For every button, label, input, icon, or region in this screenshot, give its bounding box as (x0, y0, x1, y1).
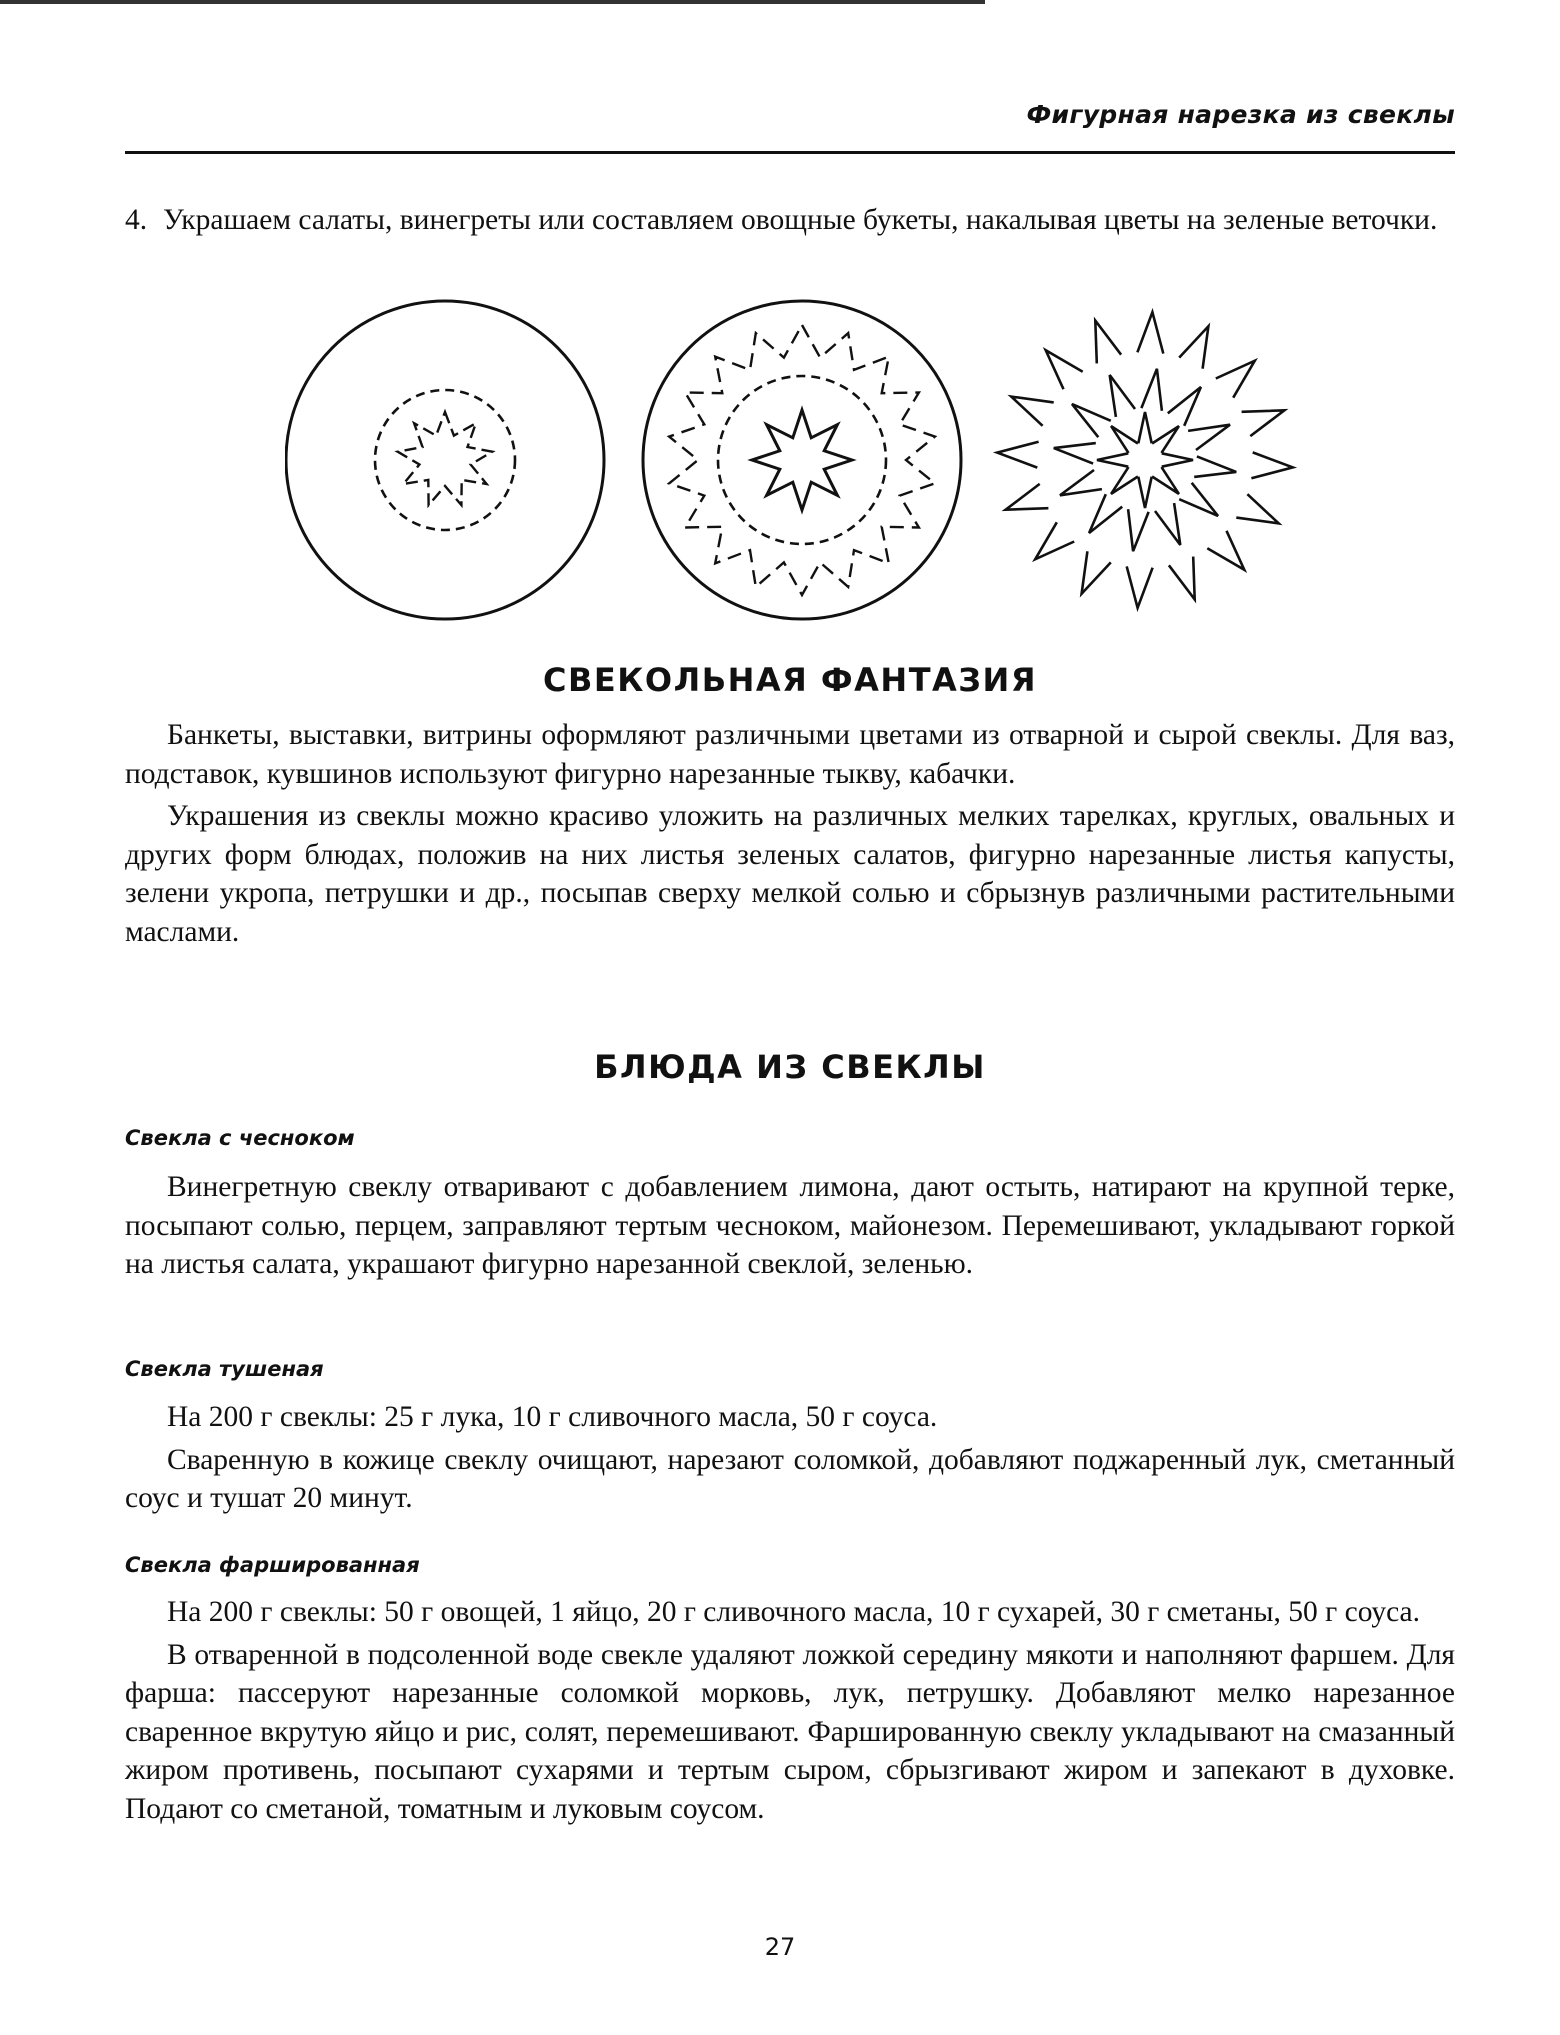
starburst-chevron (1162, 453, 1193, 466)
page-number: 27 (764, 1933, 796, 1961)
starburst-chevron (997, 442, 1038, 468)
starburst-chevron (1152, 467, 1179, 494)
starburst-chevron (1082, 551, 1111, 593)
paragraph: Украшения из свеклы можно красиво уложить на различных мелких тарелках, круглых, овальных и других форм блюдах, положив на них листья зеленых салатов, фигурно нарезанные листья капусты, зелени укропа, петрушки и др., посыпав сверху мелкой солью и сбрызнув различными растительными маслами. (125, 800, 1455, 948)
starburst-chevron (1111, 426, 1138, 453)
recipe-title: Свекла тушеная (125, 1357, 324, 1381)
step-number: 4. (125, 204, 148, 236)
step-4 (125, 201, 1455, 240)
header-rule (125, 151, 1455, 154)
starburst-chevron (1138, 477, 1151, 508)
running-header: Фигурная нарезка из свеклы (1026, 100, 1455, 129)
starburst-chevron (1242, 410, 1285, 436)
figure-starburst (997, 312, 1293, 608)
starburst-chevron (1179, 483, 1218, 516)
recipe-text (125, 1168, 1455, 1284)
starburst-chevron (1060, 470, 1102, 495)
step-text: Украшаем салаты, винегреты или составляем овощные букеты, накалывая цветы на зеленые веточки. (163, 204, 1438, 236)
starburst-chevron (1095, 321, 1121, 364)
starburst-chevron (1236, 494, 1278, 523)
fantasy-text (125, 716, 1455, 951)
section-title-dishes: БЛЮДА ИЗ СВЕКЛЫ (594, 1048, 986, 1086)
starburst-chevron (1169, 557, 1195, 600)
starburst-chevron (1194, 456, 1236, 477)
starburst-chevron (1089, 494, 1122, 533)
paragraph: Винегретную свеклу отваривают с добавлением лимона, дают остыть, натирают на крупной терке, посыпают солью, перцем, заправляют тертым чесноком, майонезом. Перемешивают, укладывают горкой на листья салата, украшают фигурно нарезанной свеклой, зеленью. (125, 1171, 1455, 1280)
starburst-chevron (1035, 522, 1074, 559)
recipe-text (125, 1593, 1455, 1828)
recipe-title: Свекла фаршированная (125, 1553, 420, 1577)
starburst-chevron (1152, 426, 1179, 453)
starburst-chevron (1207, 531, 1244, 570)
starburst-chevron (1179, 326, 1208, 368)
starburst-chevron (1046, 350, 1083, 389)
starburst-chevron (1097, 453, 1128, 466)
starburst-chevron (1188, 425, 1230, 450)
section-title-fantasy: СВЕКОЛЬНАЯ ФАНТАЗИЯ (543, 661, 1037, 699)
beet-cutting-figures (285, 295, 1310, 625)
paragraph: В отваренной в подсоленной воде свекле удаляют ложкой середину мякоти и наполняют фаршем. Для фарша: пассеруют нарезанные соломкой морковь, лук, петрушку. Добавляют мелко нарезанное сваренное вкрутую яйцо и рис, солят, перемешивают. Фаршированную свеклу укладывают на смазанный жиром противень, посыпают сухарями и тертым сыром, сбрызгивают жиром и запекают в духовке. Подают со сметаной, томатным и луковым соусом. (125, 1638, 1455, 1825)
recipe-text (125, 1398, 1455, 1518)
starburst-chevron (1137, 312, 1163, 353)
starburst-chevron (1216, 361, 1255, 398)
starburst-chevron (1111, 467, 1138, 494)
starburst-chevron (1128, 509, 1149, 551)
paragraph: Банкеты, выставки, витрины оформляют различными цветами из отварной и сырой свеклы. Для ваз, подставок, кувшинов используют фигурно нарезанные тыкву, кабачки. (125, 719, 1455, 790)
recipe-title: Свекла с чесноком (125, 1126, 355, 1150)
paragraph: Сваренную в кожице свеклу очищают, нарезают соломкой, добавляют поджаренный лук, сметанный соус и тушат 20 минут. (125, 1443, 1455, 1514)
starburst-chevron (1006, 484, 1049, 510)
paragraph: На 200 г свеклы: 25 г лука, 10 г сливочного масла, 50 г соуса. (167, 1401, 938, 1433)
top-border-rule (0, 0, 985, 4)
starburst-chevron (1251, 452, 1292, 478)
starburst-chevron (1127, 566, 1153, 607)
paragraph: На 200 г свеклы: 50 г овощей, 1 яйцо, 20 г сливочного масла, 10 г сухарей, 30 г сметаны, 50 г соуса. (167, 1596, 1420, 1628)
starburst-chevron (1110, 375, 1135, 417)
figure-circle-small-star (286, 301, 604, 619)
figure-circle-large-star (643, 301, 961, 619)
starburst-chevron (1072, 404, 1111, 437)
starburst-chevron (1155, 503, 1180, 545)
starburst-chevron (1011, 397, 1053, 426)
starburst-chevron (1138, 412, 1151, 443)
starburst-chevron (1054, 443, 1096, 464)
starburst-chevron (1168, 387, 1201, 426)
starburst-chevron (1141, 369, 1162, 411)
